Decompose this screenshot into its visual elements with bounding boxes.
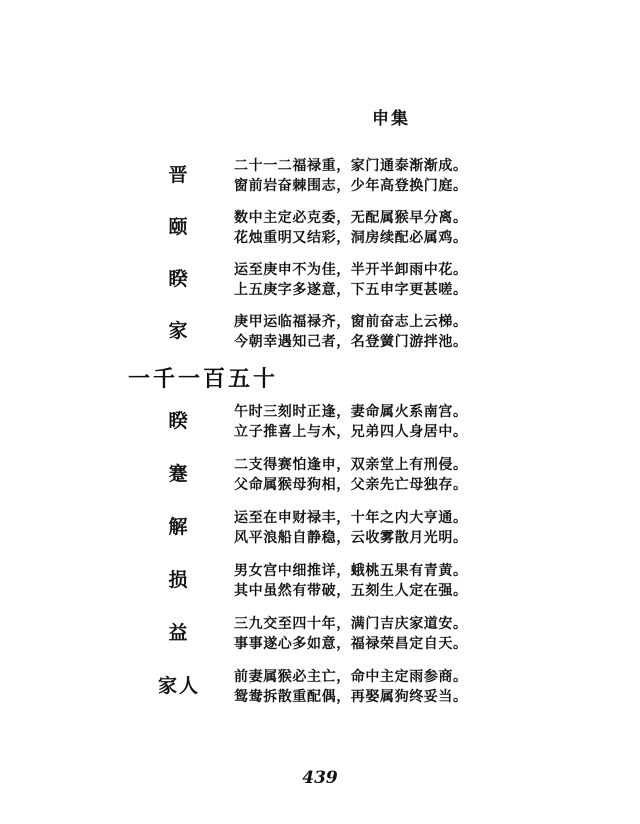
verse-line: 二支得赛怕逢申，双亲堂上有刑侵。 xyxy=(234,457,468,473)
verse-text xyxy=(234,312,468,352)
verse-entry xyxy=(0,156,640,200)
hexagram-name: 益 xyxy=(168,622,190,644)
verse-line: 父命属猴母狗相，父亲先亡母独存。 xyxy=(234,477,468,493)
verse-line: 鸳鸯拆散重配偶，再娶属狗终妥当。 xyxy=(234,689,468,705)
section-title: 一千一百五十 xyxy=(128,366,279,392)
verse-text xyxy=(234,561,468,601)
verse-text xyxy=(234,208,468,248)
verse-text xyxy=(234,156,468,196)
verse-text xyxy=(234,614,468,654)
verse-line: 窗前岩奋棘围志，少年高登换门庭。 xyxy=(234,178,468,194)
verse-line: 午时三刻时正逢，妻命属火系南宫。 xyxy=(234,404,468,420)
verse-entry xyxy=(0,508,640,552)
verse-line: 运至在申财禄丰，十年之内大亨通。 xyxy=(234,510,468,526)
verse-entry xyxy=(0,312,640,356)
hexagram-name: 睽 xyxy=(168,268,190,290)
hexagram-name: 解 xyxy=(168,516,190,538)
verse-line: 事事遂心多如意，福禄荣昌定自天。 xyxy=(234,636,468,652)
verse-line: 上五庚字多遂意，下五申字更甚嗟。 xyxy=(234,282,468,298)
verse-line: 庚甲运临福禄齐，窗前奋志上云梯。 xyxy=(234,314,468,330)
hexagram-name: 颐 xyxy=(168,216,190,238)
verse-entry xyxy=(0,260,640,304)
verse-line: 花烛重明又结彩，洞房续配必属鸡。 xyxy=(234,230,468,246)
verse-line: 前妻属猴必主亡，命中主定雨参商。 xyxy=(234,669,468,685)
verse-line: 数中主定必克委，无配属猴早分离。 xyxy=(234,210,468,226)
verse-entry xyxy=(0,402,640,446)
verse-line: 运至庚申不为佳，半开半卸雨中花。 xyxy=(234,262,468,278)
hexagram-name: 损 xyxy=(168,569,190,591)
verse-text xyxy=(234,455,468,495)
verse-entry xyxy=(0,561,640,605)
verse-line: 三九交至四十年，满门吉庆家道安。 xyxy=(234,616,468,632)
verse-line: 风平浪船自静稳，云收雾散月光明。 xyxy=(234,530,468,546)
hexagram-name: 睽 xyxy=(168,410,190,432)
verse-line: 其中虽然有带破，五刻生人定在强。 xyxy=(234,583,468,599)
verse-line: 今朝幸遇知己者，名登黉门游拌池。 xyxy=(234,334,468,350)
verse-entry xyxy=(0,208,640,252)
verse-text xyxy=(234,667,468,707)
verse-text xyxy=(234,260,468,300)
verse-line: 男女宫中细推详，蛾桃五果有青黄。 xyxy=(234,563,468,579)
verse-entry xyxy=(0,667,640,711)
verse-line: 二十一二福禄重，家门通泰渐渐成。 xyxy=(234,158,468,174)
hexagram-name: 晋 xyxy=(168,164,190,186)
hexagram-name: 蹇 xyxy=(168,463,190,485)
hexagram-name: 家人 xyxy=(157,675,200,697)
verse-entry xyxy=(0,455,640,499)
hexagram-name: 家 xyxy=(168,320,190,342)
page-number: 439 xyxy=(302,768,338,788)
verse-entry xyxy=(0,614,640,658)
running-head: 申集 xyxy=(372,109,410,129)
verse-text xyxy=(234,508,468,548)
verse-text xyxy=(234,402,468,442)
verse-line: 立子推喜上与木，兄弟四人身居中。 xyxy=(234,424,468,440)
